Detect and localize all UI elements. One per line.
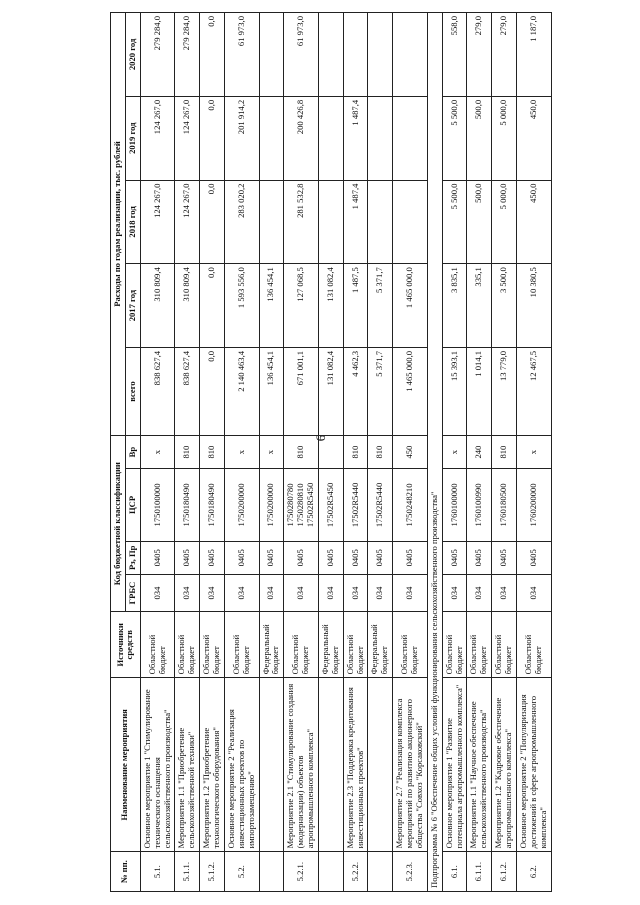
row-vr: 810 [368,436,393,469]
row-rzpr: 0405 [343,541,368,574]
row-source: Областной бюджет [200,612,225,678]
table-row [224,13,259,892]
row-total: 131 082,4 [318,347,343,435]
col-source: Источники средств [111,612,141,678]
row-2019: 500,0 [467,96,492,180]
row-grbs: 034 [492,574,517,611]
page-number: 9 [313,434,328,442]
row-name: Основное мероприятие 2 "Популяризация достижений в сфере агропромышленного комплекса" [516,678,551,852]
row-grbs: 034 [318,574,343,611]
row-rzpr: 0405 [368,541,393,574]
row-num [318,852,343,892]
table-row [140,13,175,892]
table-row [259,13,284,892]
row-grbs: 034 [516,574,551,611]
row-vr: х [140,436,175,469]
col-2018: 2018 год [125,180,140,264]
row-vr: х [259,436,284,469]
row-num [259,852,284,892]
row-csr: 1750248210 [393,469,428,542]
row-csr: 1760100000 [442,469,467,542]
row-total: 1 465 000,0 [393,347,428,435]
subprogram-row [427,13,442,892]
row-2017: 3 500,0 [492,264,517,348]
row-grbs: 034 [224,574,259,611]
row-name: Основное мероприятие 1 "Стимулирование технического оснащения сельскохозяйственного производства" [140,678,175,852]
row-2020: 279 284,0 [175,13,200,97]
row-num [368,852,393,892]
row-source: Федеральный бюджет [259,612,284,678]
col-budget-code: Код бюджетной классификации [111,436,126,612]
row-2018: 500,0 [467,180,492,264]
row-num: 6.1.1. [467,852,492,892]
col-2017: 2017 год [125,264,140,348]
row-2017: 10 380,5 [516,264,551,348]
row-name [259,678,284,852]
row-source: Федеральный бюджет [318,612,343,678]
row-csr: 17502R5440 [343,469,368,542]
rotated-table-container [110,12,630,892]
row-rzpr: 0405 [467,541,492,574]
row-vr: х [224,436,259,469]
row-vr: х [442,436,467,469]
row-2018 [259,180,284,264]
row-total: 13 779,0 [492,347,517,435]
row-2017: 1 465 000,0 [393,264,428,348]
row-2017: 3 835,1 [442,264,467,348]
row-total: 0,0 [200,347,225,435]
col-expenses: Расходы по годам реализации, тыс. рублей [111,13,126,436]
row-2017: 335,1 [467,264,492,348]
row-total: 4 462,3 [343,347,368,435]
row-num: 5.1.1. [175,852,200,892]
row-2018: 1 487,4 [343,180,368,264]
budget-table [110,12,552,892]
row-2019 [393,96,428,180]
row-2018: 5 500,0 [442,180,467,264]
row-csr: 1750100000 [140,469,175,542]
row-name [368,678,393,852]
row-csr: 1750280780 1750280810 17502R5450 [284,469,319,542]
row-2019: 5 500,0 [442,96,467,180]
row-num: 6.1. [442,852,467,892]
table-row [318,13,343,892]
row-rzpr: 0405 [224,541,259,574]
col-2019: 2019 год [125,96,140,180]
row-name [318,678,343,852]
row-source: Областной бюджет [224,612,259,678]
row-rzpr: 0405 [284,541,319,574]
row-total: 838 627,4 [175,347,200,435]
row-2019: 200 426,8 [284,96,319,180]
col-num: № пп. [111,852,141,892]
row-vr: 810 [492,436,517,469]
row-name: Мероприятие 1.1 "Научное обеспечение сельскохозяйственного производства" [467,678,492,852]
row-total: 2 140 463,4 [224,347,259,435]
row-rzpr: 0405 [259,541,284,574]
row-total: 5 371,7 [368,347,393,435]
row-2020 [259,13,284,97]
row-source: Областной бюджет [492,612,517,678]
row-2018 [368,180,393,264]
row-2017: 1 593 556,0 [224,264,259,348]
row-num: 5.2. [224,852,259,892]
row-2018: 124 267,0 [175,180,200,264]
row-csr: 1750200000 [224,469,259,542]
row-source: Областной бюджет [343,612,368,678]
row-num: 5.2.1. [284,852,319,892]
row-2019: 450,0 [516,96,551,180]
row-2020 [343,13,368,97]
row-name: Основное мероприятие 2 "Реализация инвестиционных проектов по импортозамещению" [224,678,259,852]
subprogram-title: Подпрограмма № 6 "Обеспечение общих условий функционирования сельскохозяйственного производства" [427,13,442,892]
table-row [516,13,551,892]
row-rzpr: 0405 [200,541,225,574]
row-csr: 1750180490 [200,469,225,542]
row-2020: 279,0 [492,13,517,97]
row-csr: 1750200000 [259,469,284,542]
row-name: Мероприятие 1.1 "Приобретение сельскохозяйственной техники" [175,678,200,852]
table-row [343,13,368,892]
row-2019: 124 267,0 [175,96,200,180]
col-grbs: ГРБС [125,574,140,611]
row-2018: 5 000,0 [492,180,517,264]
row-2017: 310 809,4 [175,264,200,348]
row-num: 5.1. [140,852,175,892]
row-grbs: 034 [175,574,200,611]
table-row [492,13,517,892]
row-num: 6.1.2. [492,852,517,892]
row-rzpr: 0405 [492,541,517,574]
row-csr: 1760180500 [492,469,517,542]
row-2018: 0,0 [200,180,225,264]
row-2020: 279,0 [467,13,492,97]
col-total: всего [125,347,140,435]
row-rzpr: 0405 [393,541,428,574]
row-name: Мероприятие 1.2 "Приобретение технологического оборудования" [200,678,225,852]
row-vr: х [516,436,551,469]
row-grbs: 034 [368,574,393,611]
row-source: Областной бюджет [467,612,492,678]
row-total: 1 014,1 [467,347,492,435]
row-2020: 558,0 [442,13,467,97]
row-2018: 124 267,0 [140,180,175,264]
row-2020: 279 284,0 [140,13,175,97]
row-csr: 17502R5440 [368,469,393,542]
row-total: 671 001,1 [284,347,319,435]
row-2019: 5 000,0 [492,96,517,180]
row-2018 [318,180,343,264]
row-2020: 61 973,0 [224,13,259,97]
row-2017: 1 487,5 [343,264,368,348]
col-rzpr: Рз, Пр [125,541,140,574]
row-csr: 1750180490 [175,469,200,542]
row-num: 5.2.3. [393,852,428,892]
row-2020: 0,0 [200,13,225,97]
row-num: 5.1.2. [200,852,225,892]
header-row-1 [111,13,126,892]
row-rzpr: 0405 [442,541,467,574]
table-row [368,13,393,892]
row-total: 12 467,5 [516,347,551,435]
row-2018: 283 020,2 [224,180,259,264]
row-2017: 127 068,5 [284,264,319,348]
row-name: Мероприятие 1.2 "Кадровое обеспечение агропромышленного комплекса" [492,678,517,852]
col-vr: Вр [125,436,140,469]
row-name: Мероприятие 2.7 "Реализация комплекса мероприятий по развитию акционерного общества "Совхоз "Корсаковский" [393,678,428,852]
row-rzpr: 0405 [516,541,551,574]
row-2017: 0,0 [200,264,225,348]
row-rzpr: 0405 [318,541,343,574]
row-2019 [368,96,393,180]
row-2019: 201 914,2 [224,96,259,180]
row-2017: 131 082,4 [318,264,343,348]
row-2017: 136 454,1 [259,264,284,348]
row-2019 [259,96,284,180]
row-vr: 810 [343,436,368,469]
row-source: Областной бюджет [284,612,319,678]
row-grbs: 034 [140,574,175,611]
row-2018 [393,180,428,264]
row-vr: 240 [467,436,492,469]
row-vr: 450 [393,436,428,469]
row-2020 [368,13,393,97]
row-csr: 1760100990 [467,469,492,542]
row-2019: 0,0 [200,96,225,180]
row-total: 838 627,4 [140,347,175,435]
row-grbs: 034 [259,574,284,611]
row-name: Основное мероприятие 1 "Развитие потенциала агропромышленного комплекса" [442,678,467,852]
row-csr: 17502R5450 [318,469,343,542]
row-2020: 1 187,0 [516,13,551,97]
row-source: Областной бюджет [175,612,200,678]
row-grbs: 034 [467,574,492,611]
row-total: 15 393,1 [442,347,467,435]
row-source: Областной бюджет [140,612,175,678]
row-source: Федеральный бюджет [368,612,393,678]
row-csr: 1760200000 [516,469,551,542]
row-2020 [393,13,428,97]
row-num: 5.2.2. [343,852,368,892]
row-grbs: 034 [200,574,225,611]
row-source: Областной бюджет [516,612,551,678]
row-2018: 450,0 [516,180,551,264]
table-row [442,13,467,892]
row-total: 136 454,1 [259,347,284,435]
col-csr: ЦСР [125,469,140,542]
row-grbs: 034 [343,574,368,611]
row-grbs: 034 [393,574,428,611]
row-vr: 810 [200,436,225,469]
row-2019: 124 267,0 [140,96,175,180]
row-vr: 810 [284,436,319,469]
row-grbs: 034 [284,574,319,611]
row-rzpr: 0405 [175,541,200,574]
row-grbs: 034 [442,574,467,611]
row-vr [318,436,343,469]
row-2018: 281 532,8 [284,180,319,264]
row-source: Областной бюджет [393,612,428,678]
table-row [175,13,200,892]
table-row [393,13,428,892]
row-name: Мероприятие 2.3 "Поддержка кредитования инвестиционных проектов" [343,678,368,852]
row-2019 [318,96,343,180]
row-num: 6.2. [516,852,551,892]
row-vr: 810 [175,436,200,469]
table-row [284,13,319,892]
table-row [467,13,492,892]
row-rzpr: 0405 [140,541,175,574]
row-2017: 5 371,7 [368,264,393,348]
row-2017: 310 809,4 [140,264,175,348]
row-2019: 1 487,4 [343,96,368,180]
col-name: Наименование мероприятия [111,678,141,852]
table-row [200,13,225,892]
row-2020: 61 973,0 [284,13,319,97]
row-source: Областной бюджет [442,612,467,678]
col-2020: 2020 год [125,13,140,97]
row-name: Мероприятие 2.1 "Стимулирование создания (модернизации) объектов агропромышленного комплекса" [284,678,319,852]
row-2020 [318,13,343,97]
